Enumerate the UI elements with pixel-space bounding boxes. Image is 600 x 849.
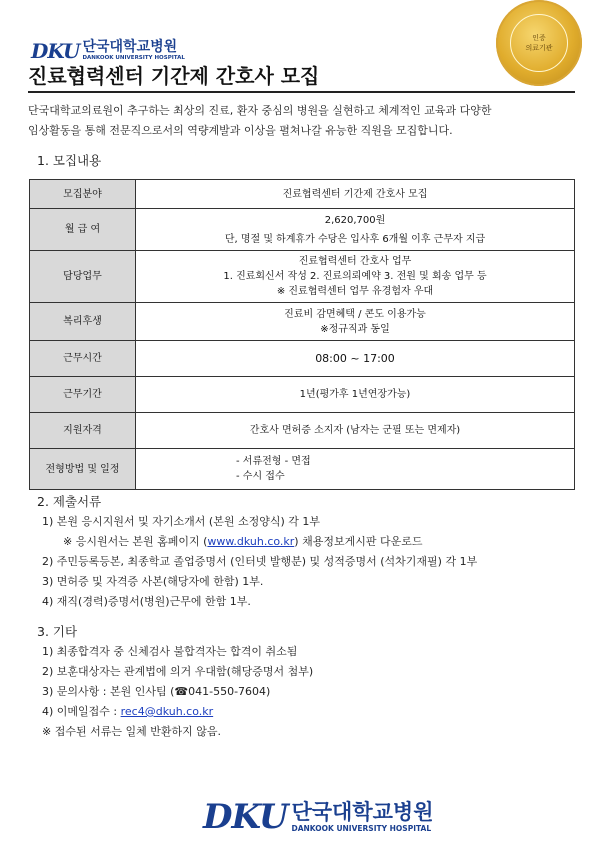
list-item: 2) 보훈대상자는 관계법에 의거 우대함(해당증명서 첨부) — [42, 665, 314, 678]
row-value-line: 간호사 면허증 소지자 (남자는 군필 또는 면제자) — [249, 425, 461, 436]
note-text: ) 채용정보게시판 다운로드 — [294, 535, 423, 548]
logo-mark: DKU — [203, 797, 288, 837]
email-link[interactable]: rec4@dkuh.co.kr — [120, 705, 214, 718]
other-list — [42, 642, 582, 742]
list-item: 3) 면허증 및 자격증 사본(해당자에 한함) 1부. — [42, 575, 264, 588]
table-row — [30, 303, 575, 341]
row-value-line: - 서류전형 - 면접 — [236, 456, 311, 467]
list-item: 1) 본원 응시지원서 및 자기소개서 (본원 소정양식) 각 1부 — [42, 515, 320, 528]
intro-line: 임상활동을 통해 전문직으로서의 역량계발과 이상을 펼쳐나갈 유능한 직원을 모집합니다. — [28, 124, 453, 137]
page-title: 진료협력센터 기간제 간호사 모집 — [28, 64, 320, 88]
intro-paragraph — [28, 101, 578, 141]
row-value-line: 진료비 감면혜택 / 콘도 이용가능 — [284, 308, 426, 320]
row-value — [136, 449, 575, 490]
logo-mark: DKU — [31, 39, 80, 63]
documents-list — [42, 512, 582, 612]
table-row — [30, 449, 575, 490]
row-label: 월 급 여 — [30, 209, 136, 251]
row-label: 모집분야 — [30, 180, 136, 209]
recruitment-table — [29, 179, 575, 490]
closing-note: ※ 접수된 서류는 일체 반환하지 않음. — [42, 725, 221, 738]
row-value-line: 단, 명절 및 하계휴가 수당은 입사후 6개월 이후 근무자 지급 — [224, 233, 486, 245]
row-label: 담당업무 — [30, 251, 136, 303]
logo-korean: 단국대학교병원 — [82, 39, 178, 55]
logo-english: DANKOOK UNIVERSITY HOSPITAL — [82, 55, 185, 61]
row-value-line: - 수시 접수 — [236, 471, 285, 482]
table-row — [30, 377, 575, 413]
row-value — [136, 303, 575, 341]
table-row — [30, 341, 575, 377]
seal-label-2: 의료기관 — [525, 44, 553, 52]
intro-line: 단국대학교의료원이 추구하는 최상의 진료, 환자 중심의 병원을 실현하고 체계적인 교육과 다양한 — [28, 104, 492, 117]
table-row — [30, 251, 575, 303]
seal-label-1: 인증 — [532, 34, 546, 42]
footer-logo — [203, 797, 434, 837]
row-value-line: 2,620,700원 — [324, 214, 386, 226]
list-item-note — [42, 532, 582, 552]
note-text: ※ 응시원서는 본원 홈페이지 ( — [63, 535, 208, 548]
list-item: 3) 문의사항 : 본원 인사팀 (☎041-550-7604) — [42, 685, 271, 698]
row-value-line: 08:00 ~ 17:00 — [315, 352, 395, 365]
list-item: 1) 최종합격자 중 신체검사 불합격자는 합격이 취소됨 — [42, 645, 298, 658]
title-bar — [28, 64, 573, 88]
row-value-line: ※정규직과 동일 — [320, 323, 390, 335]
row-value — [136, 341, 575, 377]
row-value — [136, 180, 575, 209]
homepage-link[interactable]: www.dkuh.co.kr — [207, 535, 295, 548]
section-1-heading: 1. 모집내용 — [37, 153, 102, 168]
row-value — [136, 413, 575, 449]
row-value — [136, 209, 575, 251]
email-label: 4) 이메일접수 : — [42, 705, 121, 718]
row-value-line: 진료협력센터 기간제 간호사 모집 — [282, 188, 428, 200]
logo-english: DANKOOK UNIVERSITY HOSPITAL — [291, 824, 432, 833]
row-label: 복리후생 — [30, 303, 136, 341]
section-3-heading: 3. 기타 — [37, 624, 78, 639]
list-item — [42, 702, 582, 722]
table-row — [30, 413, 575, 449]
header-logo — [31, 39, 185, 63]
row-value-line: 1. 진료회신서 작성 2. 진료의뢰예약 3. 전원 및 회송 업무 등 — [223, 271, 487, 282]
row-label: 근무기간 — [30, 377, 136, 413]
table-row — [30, 180, 575, 209]
row-label: 전형방법 및 일정 — [30, 449, 136, 490]
row-value-line: ※ 진료협력센터 업무 유경험자 우대 — [276, 286, 434, 297]
table-row — [30, 209, 575, 251]
logo-korean: 단국대학교병원 — [291, 800, 434, 824]
row-label: 지원자격 — [30, 413, 136, 449]
row-value — [136, 377, 575, 413]
list-item: 4) 재직(경력)증명서(병원)근무에 한함 1부. — [42, 595, 251, 608]
list-item: 2) 주민등록등본, 최종학교 졸업증명서 (인터넷 발행분) 및 성적증명서 (석차기재필) 각 1부 — [42, 555, 478, 568]
row-value — [136, 251, 575, 303]
row-label: 근무시간 — [30, 341, 136, 377]
row-value-line: 1년(평가후 1년연장가능) — [299, 389, 411, 400]
row-value-line: 진료협력센터 간호사 업무 — [298, 256, 412, 267]
title-rule — [28, 91, 575, 93]
section-2-heading: 2. 제출서류 — [37, 494, 102, 509]
